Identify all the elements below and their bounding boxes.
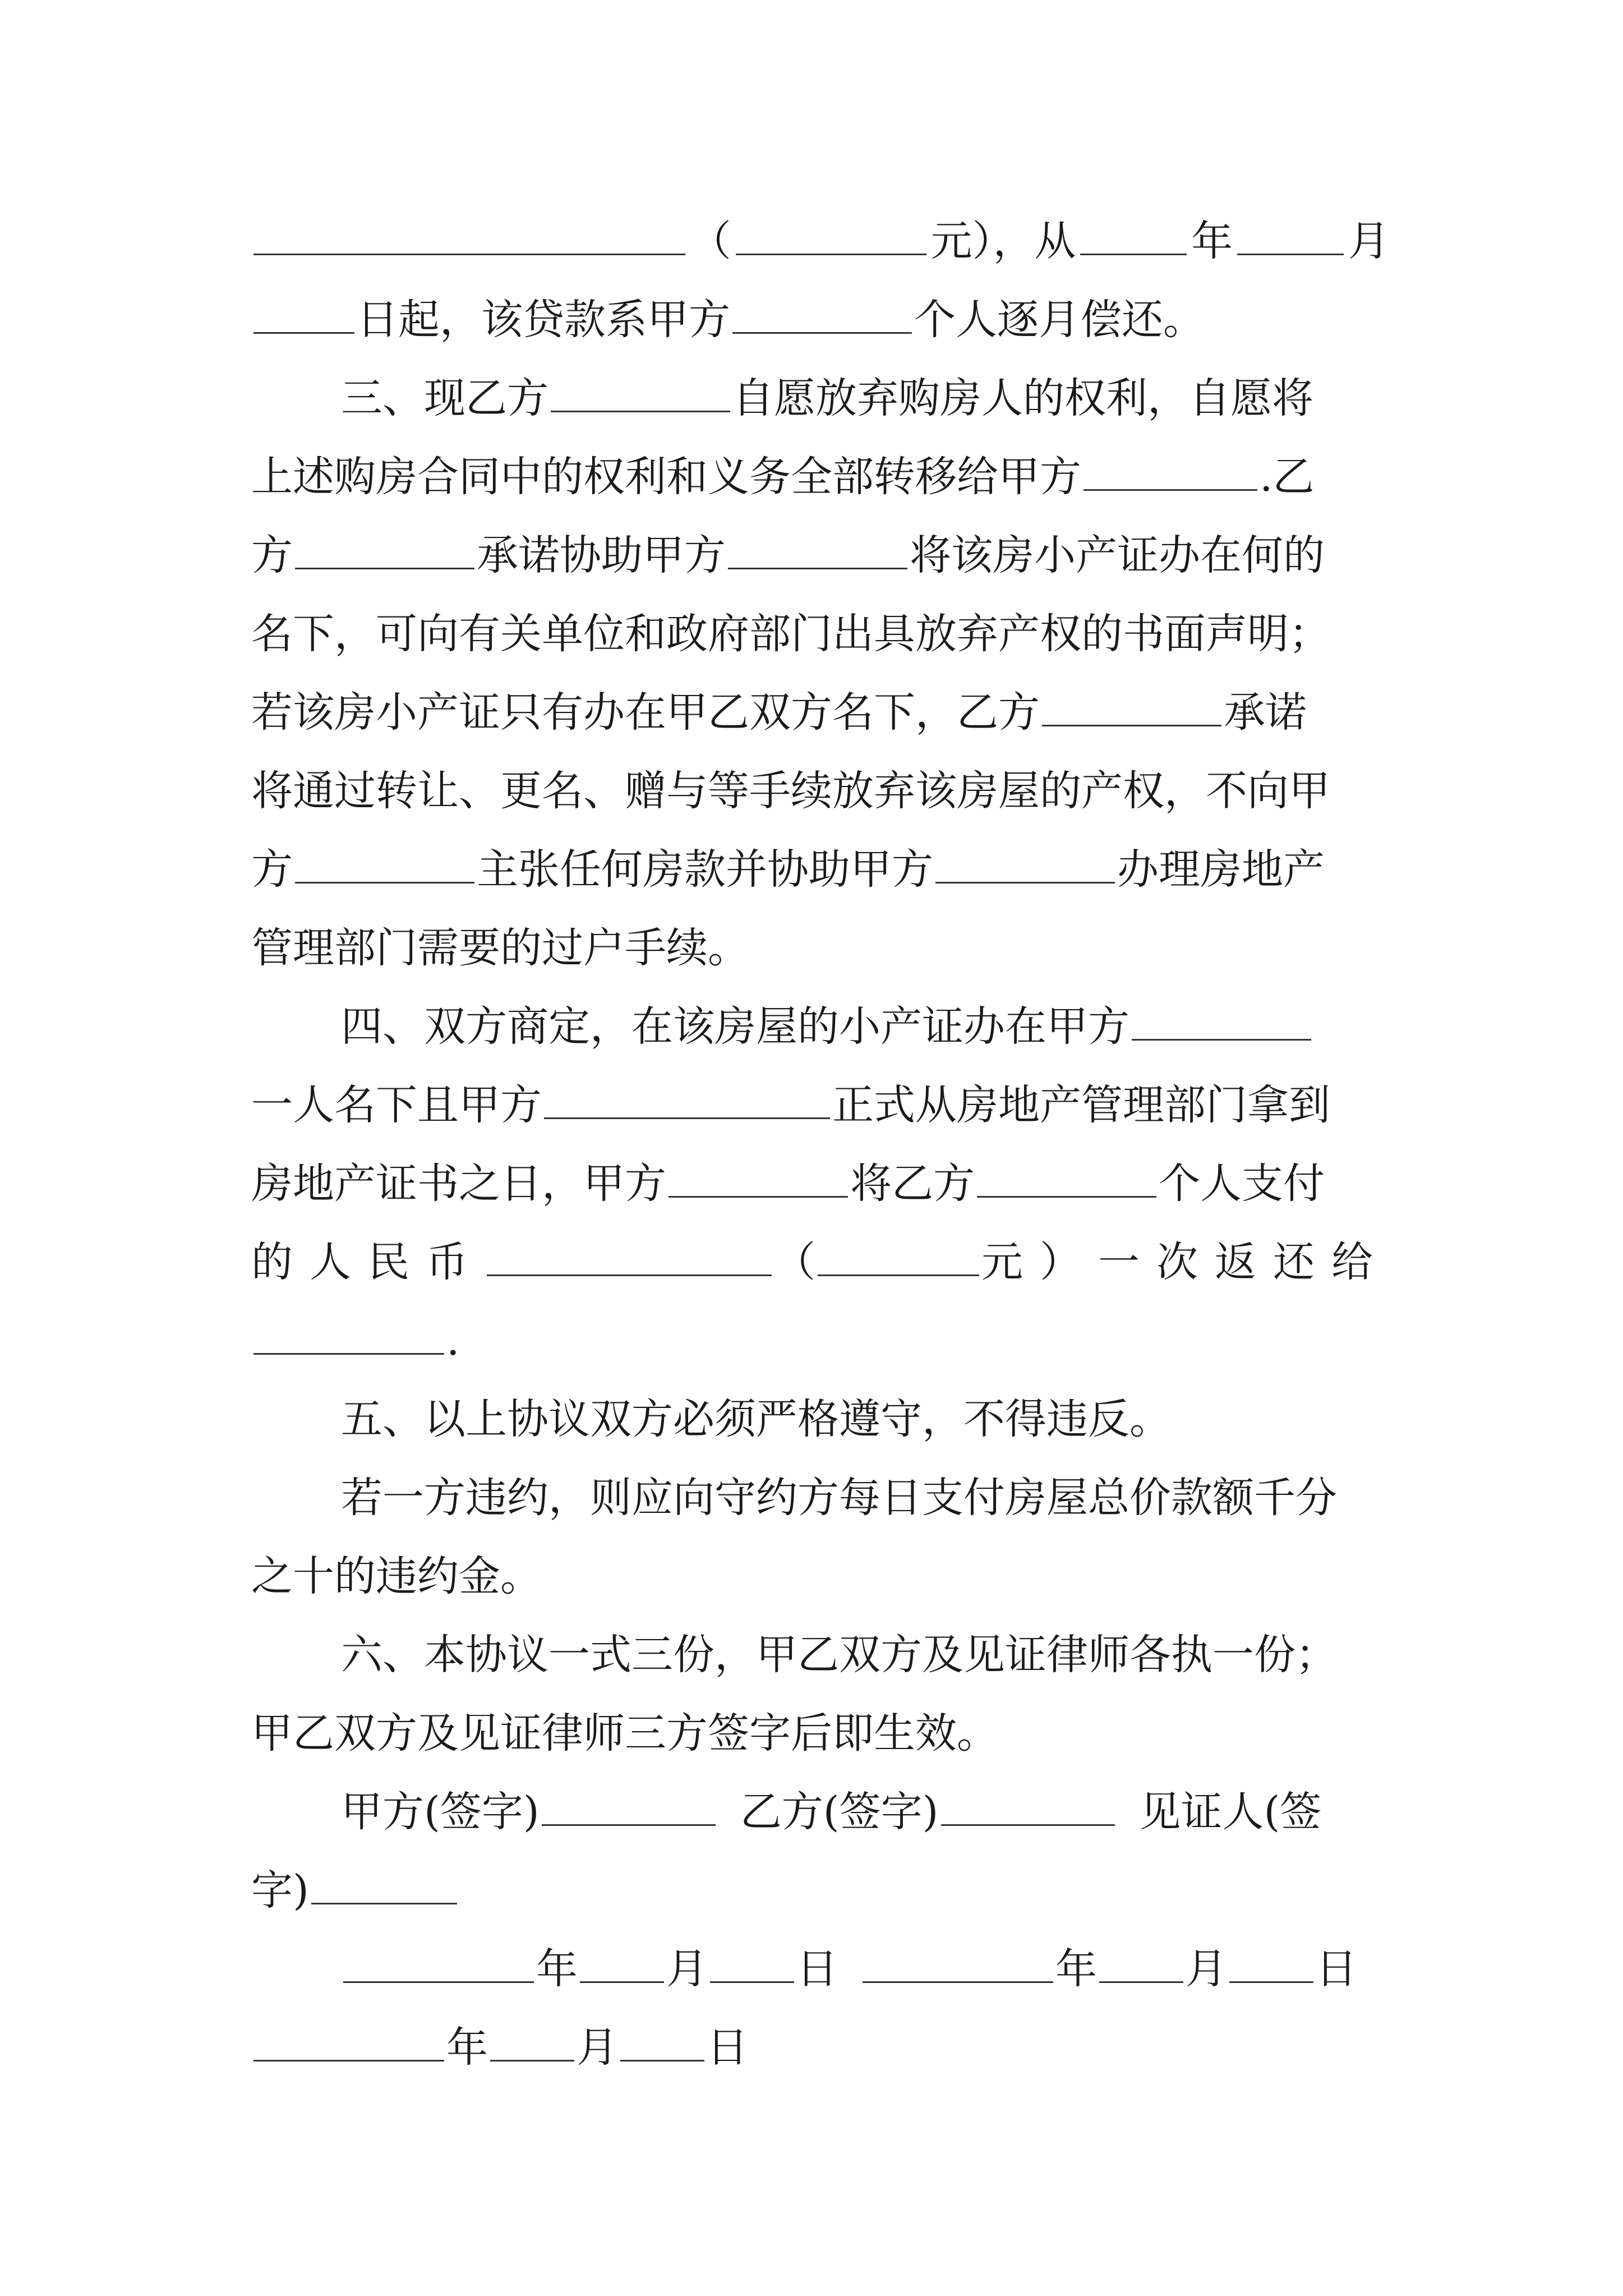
text: 承诺协助甲方 [477,531,726,579]
text: 名下，可向有关单位和政府部门出具放弃产权的书面声明； [251,610,1330,658]
blank-month [1099,1942,1183,1983]
doc-line-6 [251,603,1390,665]
text: 自愿放弃购房人的权利，自愿将 [732,374,1313,422]
blank-day [253,293,354,334]
doc-line-12 [251,1074,1390,1136]
blank-party-a [732,293,912,334]
blank-party-a [544,1078,830,1119]
text: 日 [707,2023,748,2072]
blank-month [490,2021,574,2062]
blank-party-b [977,1157,1156,1198]
doc-line-1 [251,210,1390,272]
blank-party-a [1132,1000,1311,1041]
blank-year [863,1942,1053,1983]
blank-party-a [295,843,474,884]
blank-party-b [295,528,474,569]
text: 年 [536,1945,578,1993]
blank-year [1080,214,1187,255]
blank-amount [487,1235,772,1276]
text: （ [774,1238,816,1286]
text: 五、以上协议双方必须严格遵守，不得违反。 [341,1395,1171,1443]
blank-party-a [1083,450,1257,491]
blank-amount-num [736,214,926,255]
blank-party-a [935,843,1115,884]
text: 日 [796,1945,838,1993]
text: . [446,1317,460,1365]
doc-line-14 [251,1231,1390,1293]
doc-line-17 [251,1467,1390,1529]
text: 年 [446,2023,488,2072]
doc-line-2 [251,289,1390,351]
text: 之十的违约金。 [251,1552,542,1600]
witness-signature-blank [311,1864,457,1904]
text: 将乙方 [850,1159,975,1208]
doc-line-10 [251,917,1390,979]
doc-line-22 [251,1860,1390,1921]
blank-party-b [253,1314,444,1355]
text: 方 [251,531,293,579]
text: （ [689,217,731,265]
text: 三、现乙方 [341,374,548,422]
doc-line-15 [251,1310,1390,1372]
doc-line-5 [251,524,1390,586]
text: 若该房小产证只有办在甲乙双方名下，乙方 [251,688,1040,737]
blank-month [580,1942,664,1983]
text: 方 [251,845,293,894]
text: 月 [577,2023,618,2072]
text: 日起，该贷款系甲方 [357,296,730,344]
party-a-signature-label: 甲方(签字) [341,1788,540,1836]
text: 元）一次返还给 [981,1238,1390,1286]
text: 的人民币 [251,1238,485,1286]
text: 管理部门需要的过户手续。 [251,924,749,972]
text: 将该房小产证办在何的 [910,531,1325,579]
party-a-signature-blank [542,1785,716,1826]
doc-line-16 [251,1388,1390,1450]
text: 一人名下且甲方 [251,1081,542,1129]
text: 房地产证书之日，甲方 [251,1159,666,1208]
blank-day [1229,1942,1313,1983]
doc-line-11 [251,996,1390,1057]
blank-party-b [551,371,730,412]
blank-amount-num [818,1235,979,1276]
date-line-1 [251,1938,1390,2000]
text: 甲乙双方及见证律师三方签字后即生效。 [251,1709,998,1757]
blank-day [620,2021,704,2062]
text: 若一方违约，则应向守约方每日支付房屋总价款额千分 [341,1474,1337,1522]
text: .乙 [1260,453,1315,501]
doc-line-4 [251,446,1390,508]
text: 个人支付 [1159,1159,1325,1208]
party-b-signature-blank [941,1785,1115,1826]
text: 六、本协议一式三份，甲乙双方及见证律师各执一份； [341,1631,1337,1679]
text: 字) [251,1866,309,1915]
blank-month [1237,214,1344,255]
doc-line-20 [251,1703,1390,1764]
witness-signature-label: 见证人(签 [1139,1788,1322,1836]
blank-day [710,1942,794,1983]
text: 正式从房地产管理部门拿到 [832,1081,1330,1129]
blank-party-b [1042,685,1221,726]
text: 日 [1316,1945,1357,1993]
doc-line-3 [251,367,1390,429]
text: 将通过转让、更名、赠与等手续放弃该房屋的产权，不向甲 [251,767,1330,815]
blank-year [253,2021,444,2062]
text: 月 [1348,217,1390,265]
text: 月 [1186,1945,1227,1993]
doc-line-18 [251,1545,1390,1607]
party-b-signature-label: 乙方(签字) [740,1788,939,1836]
blank-year [343,1942,534,1983]
doc-line-13 [251,1153,1390,1214]
text: 年 [1055,1945,1097,1993]
text: 上述购房合同中的权利和义务全部转移给甲方 [251,453,1081,501]
doc-line-19 [251,1624,1390,1686]
text: 四、双方商定，在该房屋的小产证办在甲方 [341,1002,1129,1051]
signature-line [251,1781,1390,1843]
doc-line-8 [251,760,1390,822]
doc-line-7 [251,682,1390,743]
text: 月 [666,1945,708,1993]
date-line-2 [251,2017,1390,2078]
blank-amount [253,214,685,255]
blank-party-a [668,1157,848,1198]
text: 个人逐月偿还。 [914,296,1205,344]
text: 承诺 [1224,688,1307,737]
doc-line-9 [251,839,1390,900]
text: 办理房地产 [1117,845,1325,894]
blank-party-a [728,528,907,569]
text: 年 [1191,217,1233,265]
text: 元），从 [930,217,1076,265]
text: 主张任何房款并协助甲方 [477,845,933,894]
